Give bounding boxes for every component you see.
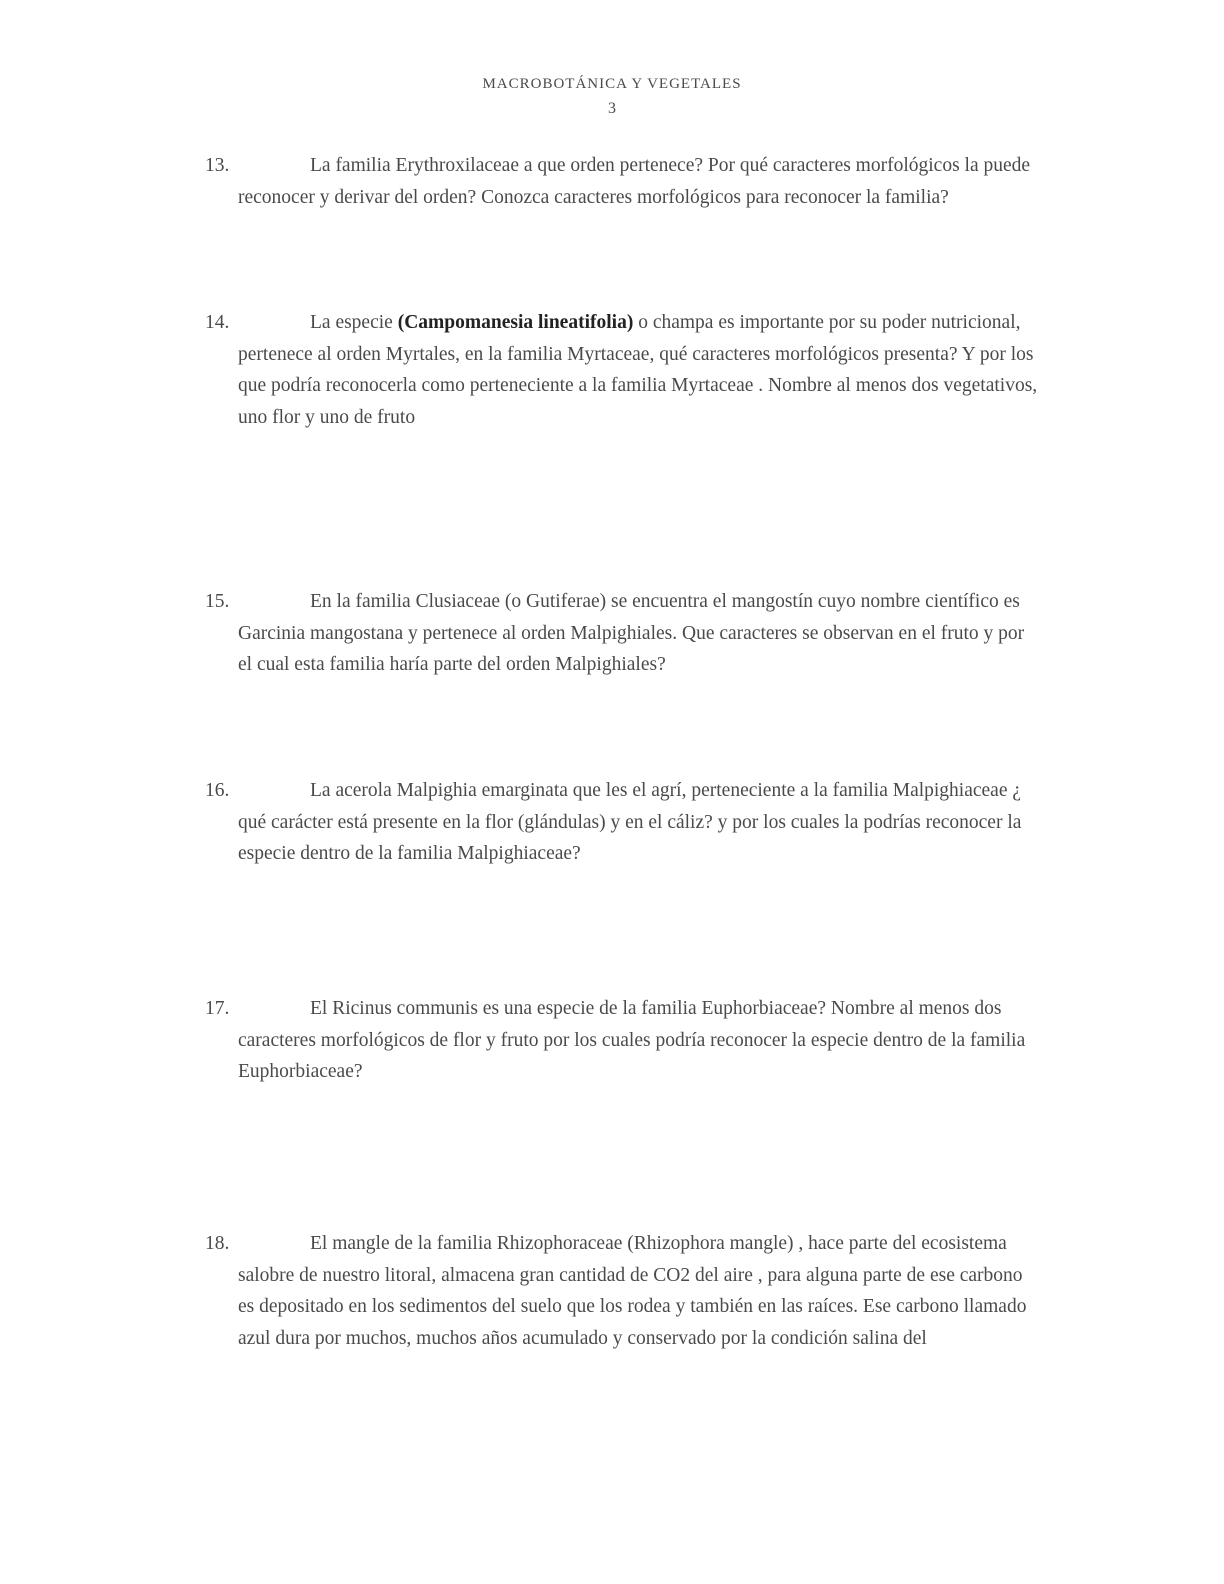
question-number: 15. [205, 591, 230, 612]
question-number: 17. [205, 998, 230, 1019]
question-text-cont: o champa es importante por su poder nutricional, pertenece al orden Myrtales, en la familia Myrtaceae, qué caracteres morfológicos presenta? Y por los que podría reconocerla como perteneciente a la familia Myrtaceae . Nombre al menos dos vegetativos, uno flor y uno de fruto [238, 312, 1038, 428]
question-16 [205, 775, 1038, 870]
page-number: 3 [608, 100, 616, 117]
question-13 [205, 150, 1038, 213]
question-17 [205, 993, 1038, 1088]
question-18 [205, 1228, 1038, 1354]
question-text: El mangle de la familia Rhizophoraceae (Rhizophora mangle) , hace parte del ecosistema salobre de nuestro litoral, almacena gran cantidad de CO2 del aire , para alguna parte de ese carbono es depositado en los sedimentos del suelo que los rodea y también en las raíces. Ese carbono llamado azul dura por muchos, muchos años acumulado y conservado por la condición salina del [238, 1233, 1027, 1349]
question-number: 16. [205, 780, 230, 801]
species-name: (Campomanesia lineatifolia) [397, 312, 634, 333]
question-text: En la familia Clusiaceae (o Gutiferae) se encuentra el mangostín cuyo nombre científico es Garcinia mangostana y pertenece al orden Malpighiales. Que caracteres se observan en el fruto y por el cual esta familia haría parte del orden Malpighiales? [238, 591, 1025, 675]
question-text: La especie [310, 312, 398, 333]
running-header: MACROBOTÁNICA Y VEGETALES [482, 76, 742, 92]
question-text: La familia Erythroxilaceae a que orden pertenece? Por qué caracteres morfológicos la puede reconocer y derivar del orden? Conozca caracteres morfológicos para reconocer la familia? [238, 155, 1031, 208]
question-text: El Ricinus communis es una especie de la familia Euphorbiaceae? Nombre al menos dos caracteres morfológicos de flor y fruto por los cuales podría reconocer la especie dentro de la familia Euphorbiaceae? [238, 998, 1026, 1082]
question-number: 18. [205, 1233, 230, 1254]
question-15 [205, 586, 1038, 681]
question-number: 14. [205, 312, 230, 333]
question-number: 13. [205, 155, 230, 176]
question-14 [205, 307, 1038, 433]
question-text: La acerola Malpighia emarginata que les el agrí, perteneciente a la familia Malpighiaceae ¿ qué carácter está presente en la flor (glándulas) y en el cáliz? y por los cuales la podrías reconocer la especie dentro de la familia Malpighiaceae? [238, 780, 1022, 864]
